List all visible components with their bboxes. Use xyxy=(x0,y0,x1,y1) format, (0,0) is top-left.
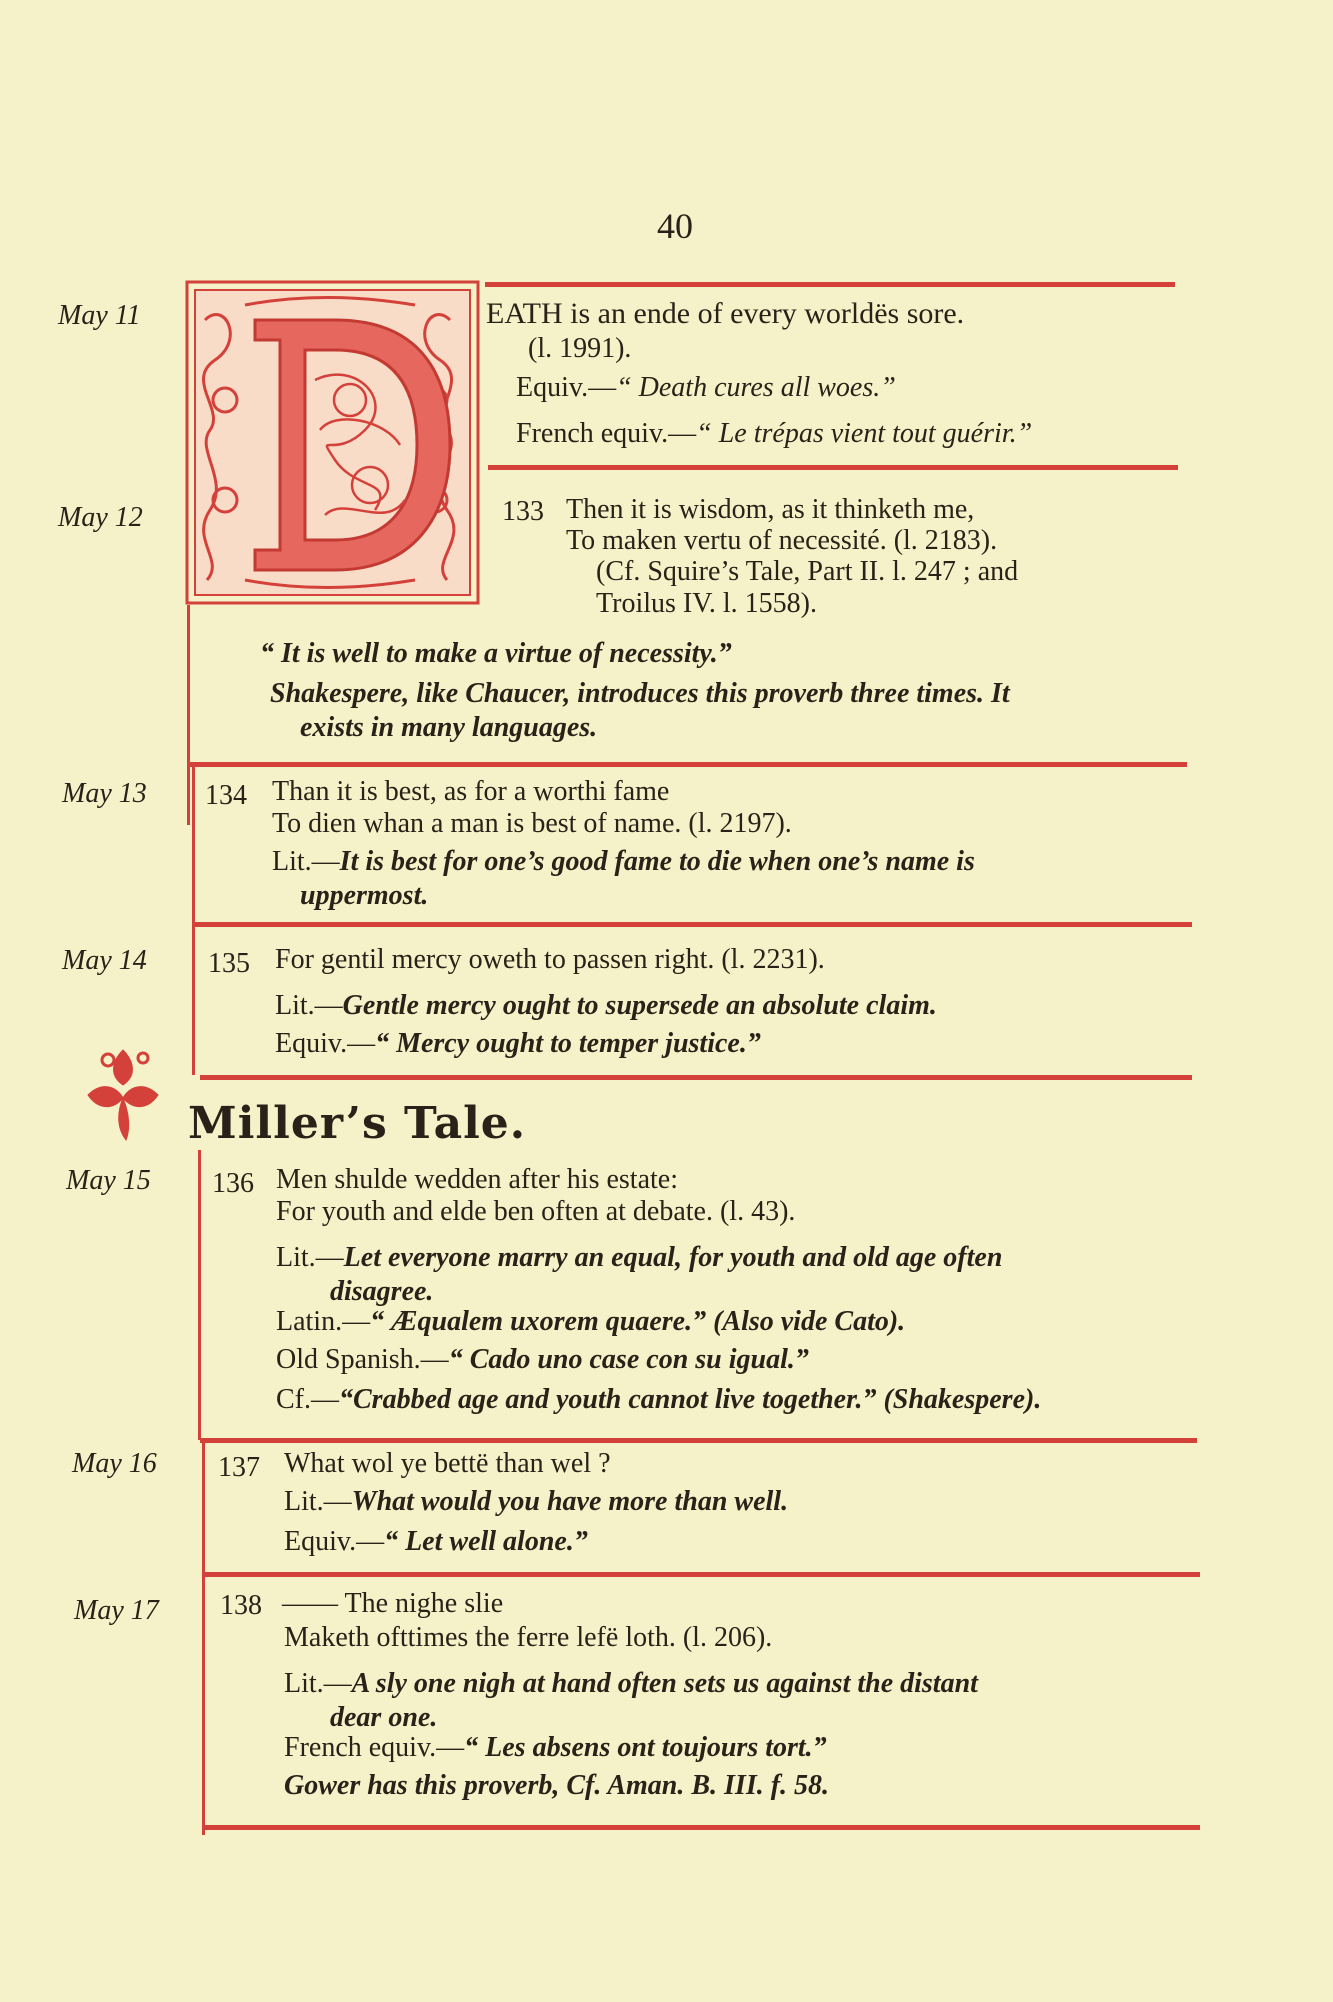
left-rule-3 xyxy=(198,1150,201,1440)
entry-133-note2: exists in many languages. xyxy=(300,712,598,743)
page-number: 40 xyxy=(657,206,693,246)
entry-135-lit: Lit.—Gentle mercy ought to supersede an absolute claim. xyxy=(275,990,937,1021)
rule-134 xyxy=(195,922,1192,927)
rule-bottom xyxy=(203,1825,1200,1830)
rule-136 xyxy=(200,1438,1197,1443)
date-may-14: May 14 xyxy=(62,945,147,976)
entry-135-line1: For gentil mercy oweth to passen right. (l. 2231). xyxy=(275,944,825,975)
entry-133-line2: To maken vertu of necessité. (l. 2183). xyxy=(566,525,998,556)
left-rule-2 xyxy=(192,765,195,1075)
date-may-16: May 16 xyxy=(72,1448,157,1479)
entry-133-line1: Then it is wisdom, as it thinketh me, xyxy=(566,494,975,525)
entry-136-lit2: disagree. xyxy=(330,1276,434,1307)
rule-137 xyxy=(203,1572,1200,1577)
entry-138-number: 138 xyxy=(220,1590,262,1621)
dropcap-d-illustration xyxy=(185,280,480,605)
date-may-15: May 15 xyxy=(66,1165,151,1196)
fleuron-ornament-icon xyxy=(68,1040,178,1150)
entry-134-line1: Than it is best, as for a worthi fame xyxy=(272,776,670,807)
entry-133-line3: (Cf. Squire’s Tale, Part II. l. 247 ; and xyxy=(596,556,1019,587)
entry-136-line1: Men shulde wedden after his estate: xyxy=(276,1164,678,1195)
entry-135-equiv: Equiv.—“ Mercy ought to temper justice.” xyxy=(275,1028,761,1059)
entry-136-line2: For youth and elde ben often at debate. (l. 43). xyxy=(276,1196,796,1227)
entry-138-gower: Gower has this proverb, Cf. Aman. B. III. f. 58. xyxy=(284,1770,830,1801)
entry-134-number: 134 xyxy=(205,780,247,811)
entry-133-quote: “ It is well to make a virtue of necessity.” xyxy=(260,638,732,669)
left-rule-1 xyxy=(187,605,190,825)
rule-133 xyxy=(190,762,1187,767)
rule-132 xyxy=(488,465,1178,470)
entry-136-lit1: Lit.—Let everyone marry an equal, for youth and old age often xyxy=(276,1242,1003,1273)
entry-132-french: French equiv.—“ Le trépas vient tout guérir.” xyxy=(516,418,1033,449)
entry-136-latin: Latin.—“ Æqualem uxorem quaere.” (Also vide Cato). xyxy=(276,1306,906,1337)
entry-137-line1: What wol ye bettë than wel ? xyxy=(284,1448,611,1479)
entry-132-line2: (l. 1991). xyxy=(528,333,632,364)
entry-135-number: 135 xyxy=(208,948,250,979)
entry-137-number: 137 xyxy=(218,1452,260,1483)
entry-133-line4: Troilus IV. l. 1558). xyxy=(596,588,817,619)
entry-138-line2: Maketh ofttimes the ferre lefë loth. (l. 206). xyxy=(284,1622,773,1653)
rule-top xyxy=(485,282,1175,287)
entry-134-lit2: uppermost. xyxy=(300,880,429,911)
rule-135 xyxy=(200,1075,1192,1080)
entry-136-spanish: Old Spanish.—“ Cado uno case con su igual.” xyxy=(276,1344,809,1375)
entry-137-equiv: Equiv.—“ Let well alone.” xyxy=(284,1526,588,1557)
entry-136-cf: Cf.—“Crabbed age and youth cannot live together.” (Shakespere). xyxy=(276,1384,1042,1415)
date-may-11: May 11 xyxy=(58,300,141,331)
date-may-12: May 12 xyxy=(58,502,143,533)
entry-132-equiv: Equiv.—“ Death cures all woes.” xyxy=(516,372,896,403)
entry-138-french: French equiv.—“ Les absens ont toujours tort.” xyxy=(284,1732,827,1763)
entry-136-number: 136 xyxy=(212,1168,254,1199)
left-rule-4 xyxy=(202,1440,205,1835)
entry-138-lit1: Lit.—A sly one nigh at hand often sets us against the distant xyxy=(284,1668,978,1699)
entry-138-line1: —— The nighe slie xyxy=(282,1588,504,1619)
entry-134-lit1: Lit.—It is best for one’s good fame to die when one’s name is xyxy=(272,846,975,877)
entry-137-lit: Lit.—What would you have more than well. xyxy=(284,1486,789,1517)
entry-133-note1: Shakespere, like Chaucer, introduces this proverb three times. It xyxy=(270,678,1010,709)
entry-134-line2: To dien whan a man is best of name. (l. 2197). xyxy=(272,808,792,839)
entry-132-line1: EATH is an ende of every worldës sore. xyxy=(486,297,965,330)
entry-138-lit2: dear one. xyxy=(330,1702,438,1733)
date-may-13: May 13 xyxy=(62,778,147,809)
entry-133-number: 133 xyxy=(502,496,544,527)
date-may-17: May 17 xyxy=(74,1595,159,1626)
section-title-millers-tale: Miller’s Tale. xyxy=(188,1098,527,1149)
